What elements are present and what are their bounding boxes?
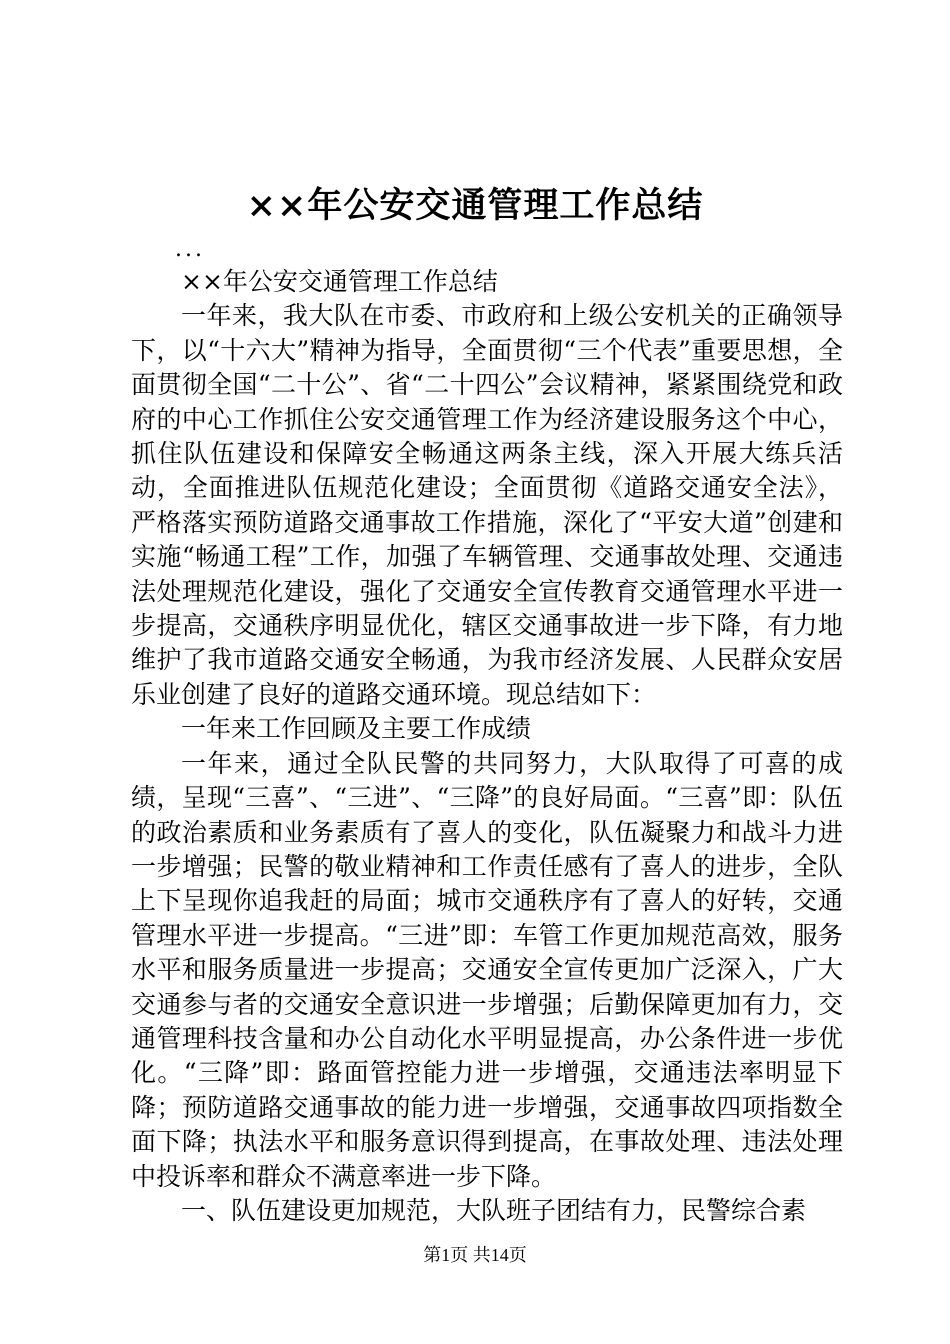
- document-title: ××年公安交通管理工作总结: [246, 185, 704, 226]
- page-footer: 第1页 共14页: [423, 1245, 527, 1265]
- document-body: [131, 235, 843, 1228]
- paragraph-intro: 一年来，我大队在市委、市政府和上级公安机关的正确领导下，以“十六大”精神为指导，全面贯彻“三个代表”重要思想，全面贯彻全国“二十公”、省“二十四公”会议精神，紧紧围绕党和政府的中心工作抓住公安交通管理工作为经济建设服务这个中心，抓住队伍建设和保障安全畅通这两条主线，深入开展大练兵活动，全面推进队伍规范化建设；全面贯彻《道路交通安全法》，严格落实预防道路交通事故工作措施，深化了“平安大道”创建和实施“畅通工程”工作，加强了车辆管理、交通事故处理、交通违法处理规范化建设，强化了交通安全宣传教育交通管理水平进一步提高，交通秩序明显优化，辖区交通事故进一步下降，有力地维护了我市道路交通安全畅通，为我市经济发展、人民群众安居乐业创建了良好的道路交通环境。现总结如下：: [131, 301, 843, 709]
- paragraph-subtitle: ××年公安交通管理工作总结: [181, 267, 498, 296]
- paragraph-section-heading: 一年来工作回顾及主要工作成绩: [181, 714, 532, 744]
- paragraph-achievements: 一年来，通过全队民警的共同努力，大队取得了可喜的成绩，呈现“三喜”、“三进”、“三降”的良好局面。“三喜”即：队伍的政治素质和业务素质有了喜人的变化，队伍凝聚力和战斗力进一步增强；民警的敬业精神和工作责任感有了喜人的进步，全队上下呈现你追我赶的局面；城市交通秩序有了喜人的好转，交通管理水平进一步提高。“三进”即：车管工作更加规范高效，服务水平和服务质量进一步提高；交通安全宣传更加广泛深入，广大交通参与者的交通安全意识进一步增强；后勤保障更加有力，交通管理科技含量和办公自动化水平明显提高，办公条件进一步优化。“三降”即：路面管控能力进一步增强，交通违法率明显下降；预防道路交通事故的能力进一步增强，交通事故四项指数全面下降；执法水平和服务意识得到提高，在事故处理、违法处理中投诉率和群众不满意率进一步下降。: [131, 748, 843, 1191]
- paragraph-team-building: 一、队伍建设更加规范，大队班子团结有力，民警综合素: [181, 1195, 807, 1225]
- ellipsis-marker: ...: [175, 237, 205, 262]
